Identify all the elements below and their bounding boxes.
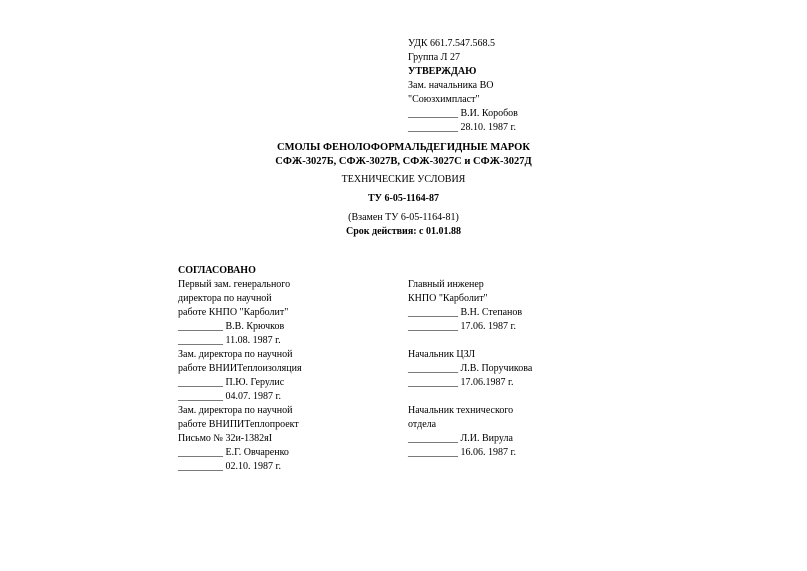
agreed-left-line: работе КНПО "Карболит" <box>178 307 289 318</box>
agreed-left-line: Зам. директора по научной <box>178 349 293 360</box>
agreed-left-date: _________ 04.07. 1987 г. <box>178 391 281 402</box>
agreed-right-line: КНПО "Карболит" <box>408 293 488 304</box>
agreed-left-date: _________ 11.08. 1987 г. <box>178 335 281 346</box>
agreed-right-date: __________ 17.06.1987 г. <box>408 377 514 388</box>
agreed-right-date: __________ 16.06. 1987 г. <box>408 447 516 458</box>
agreed-left-line: работе ВНИПИТеплопроект <box>178 419 299 430</box>
agreed-left-signature: _________ П.Ю. Герулис <box>178 377 285 388</box>
agreed-right-line: Начальник ЦЗЛ <box>408 349 476 360</box>
replaces-note: (Взамен ТУ 6-05-1164-81) <box>348 212 459 223</box>
approver-signature: __________ В.И. Коробов <box>408 108 518 119</box>
agreed-heading: СОГЛАСОВАНО <box>178 265 256 276</box>
approver-date: __________ 28.10. 1987 г. <box>408 122 516 133</box>
document-subtitle: ТЕХНИЧЕСКИЕ УСЛОВИЯ <box>341 174 466 185</box>
tu-number: ТУ 6-05-1164-87 <box>368 193 439 204</box>
udk-code: УДК 661.7.547.568.5 <box>408 38 496 49</box>
agreed-right-line: Начальник технического <box>408 405 514 416</box>
agreed-left-date: _________ 02.10. 1987 г. <box>178 461 281 472</box>
agreed-left-line: Зам. директора по научной <box>178 405 293 416</box>
agreed-right-signature: __________ Л.В. Поручикова <box>408 363 533 374</box>
approver-org: "Союзхимпласт" <box>408 94 480 105</box>
agreed-left-signature: _________ Е.Г. Овчаренко <box>178 447 289 458</box>
agreed-left-line: директора по научной <box>178 293 272 304</box>
agreed-right-line: Главный инженер <box>408 279 484 290</box>
validity-period: Срок действия: с 01.01.88 <box>346 226 461 237</box>
agreed-left-line: Письмо № 32и-1382яI <box>178 433 273 444</box>
agreed-left-signature: _________ В.В. Крючков <box>178 321 285 332</box>
group-code: Группа Л 27 <box>408 52 460 63</box>
agreed-right-date: __________ 17.06. 1987 г. <box>408 321 516 332</box>
agreed-right-signature: __________ Л.И. Вирула <box>408 433 513 444</box>
document-title-line2: СФЖ-3027Б, СФЖ-3027В, СФЖ-3027С и СФЖ-3027Д <box>275 156 532 167</box>
agreed-left-line: работе ВНИИТеплоизоляция <box>178 363 302 374</box>
approve-heading: УТВЕРЖДАЮ <box>408 66 477 77</box>
agreed-right-line: отдела <box>408 419 437 430</box>
agreed-left-line: Первый зам. генерального <box>178 279 291 290</box>
agreed-right-signature: __________ В.Н. Степанов <box>408 307 523 318</box>
document-title-line1: СМОЛЫ ФЕНОЛОФОРМАЛЬДЕГИДНЫЕ МАРОК <box>277 142 530 153</box>
approver-position: Зам. начальника ВО <box>408 80 494 91</box>
